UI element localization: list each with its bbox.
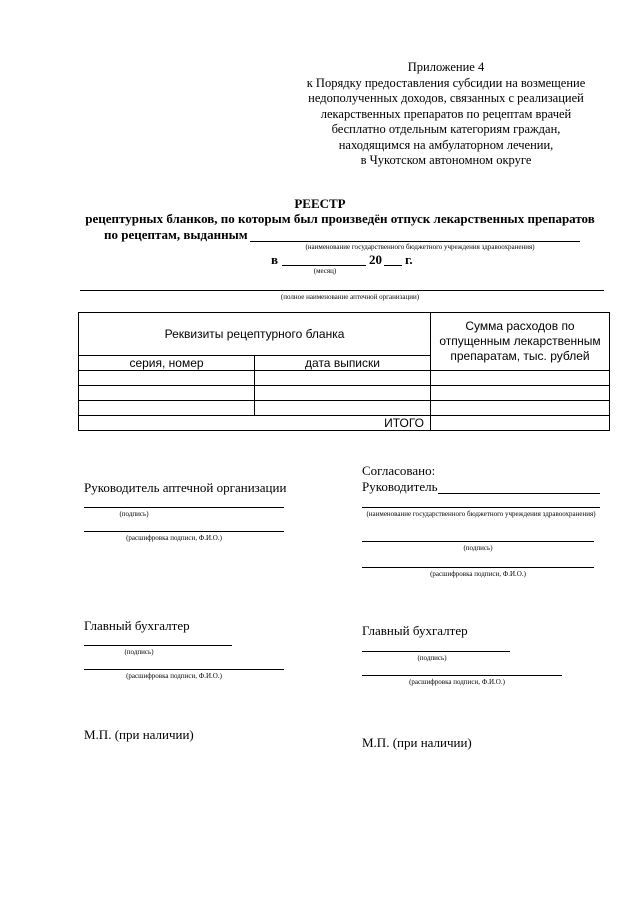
- left-transcript-line[interactable]: [84, 531, 284, 532]
- right-institution-caption: (наименование государственного бюджетного учреждения здравоохранения): [366, 510, 596, 518]
- table-cell[interactable]: [431, 401, 610, 416]
- appendix-line: находящимся на амбулаторном лечении,: [338, 137, 554, 152]
- right-accountant-label: Главный бухгалтер: [362, 623, 468, 638]
- institution-caption: (наименование государственного бюджетного учреждения здравоохранения): [305, 243, 535, 251]
- table-cell[interactable]: [431, 386, 610, 401]
- pharmacy-caption: (полное наименование аптечной организации): [280, 293, 420, 301]
- table-row: [79, 371, 610, 386]
- table-cell[interactable]: [79, 401, 255, 416]
- appendix-line: к Порядку предоставления субсидии на возмещение: [306, 75, 586, 90]
- total-row: [79, 416, 610, 431]
- pharmacy-field[interactable]: [80, 290, 604, 291]
- left-accountant-label: Главный бухгалтер: [84, 618, 190, 633]
- left-signature-caption: (подпись): [119, 510, 149, 518]
- right-head-label: Руководитель: [362, 479, 438, 494]
- document-title: РЕЕСТР: [294, 196, 346, 211]
- left-accountant-signature-line[interactable]: [84, 645, 232, 646]
- left-head-label: Руководитель аптечной организации: [84, 480, 287, 495]
- left-signature-line[interactable]: [84, 507, 284, 508]
- right-institution-line[interactable]: [362, 507, 600, 508]
- table-cell[interactable]: [255, 386, 431, 401]
- right-agreed-label: Согласовано:: [362, 463, 436, 478]
- table-cell[interactable]: [255, 401, 431, 416]
- appendix-line: в Чукотском автономном округе: [360, 153, 532, 167]
- registry-table: [78, 312, 610, 431]
- table-cell[interactable]: [79, 386, 255, 401]
- table-row: [79, 386, 610, 401]
- left-transcript-caption: (расшифровка подписи, Ф.И.О.): [126, 534, 222, 542]
- right-signature-caption: (подпись): [463, 544, 493, 552]
- left-accountant-signature-caption: (подпись): [124, 648, 154, 656]
- year-suffix: г.: [405, 252, 413, 267]
- column-series: серия, номер: [79, 356, 255, 371]
- month-caption: (месяц): [313, 267, 337, 275]
- header-sum: Сумма расходов по отпущенным лекарственным препаратам, тыс. рублей: [431, 313, 610, 371]
- month-field[interactable]: [282, 265, 366, 266]
- total-value-cell[interactable]: [431, 416, 610, 431]
- table-cell[interactable]: [431, 371, 610, 386]
- institution-field[interactable]: [250, 241, 580, 242]
- right-signature-line[interactable]: [362, 541, 594, 542]
- right-transcript-line[interactable]: [362, 567, 594, 568]
- year-field[interactable]: [384, 265, 402, 266]
- column-date: дата выписки: [255, 356, 431, 371]
- appendix-line: лекарственных препаратов по рецептам врачей: [320, 106, 572, 121]
- right-stamp-label: М.П. (при наличии): [362, 735, 472, 750]
- appendix-line: недополученных доходов, связанных с реализацией: [308, 91, 584, 105]
- right-accountant-transcript-line[interactable]: [362, 675, 562, 676]
- right-transcript-caption: (расшифровка подписи, Ф.И.О.): [430, 570, 526, 578]
- table-row: [79, 401, 610, 416]
- appendix-line: бесплатно отдельным категориям граждан,: [331, 122, 561, 136]
- table-cell[interactable]: [255, 371, 431, 386]
- table-cell[interactable]: [79, 371, 255, 386]
- document-subtitle: рецептурных бланков, по которым был произведён отпуск лекарственных препаратов: [85, 211, 595, 226]
- total-label: ИТОГО: [79, 416, 431, 431]
- left-accountant-transcript-line[interactable]: [84, 669, 284, 670]
- header-requisites: Реквизиты рецептурного бланка: [79, 313, 431, 356]
- left-stamp-label: М.П. (при наличии): [84, 727, 194, 742]
- appendix-line: Приложение 4: [407, 60, 485, 74]
- appendix-block: [296, 60, 596, 169]
- month-in-label: в: [271, 252, 279, 267]
- right-accountant-transcript-caption: (расшифровка подписи, Ф.И.О.): [409, 678, 505, 686]
- issued-by-label: по рецептам, выданным: [104, 227, 248, 242]
- left-accountant-transcript-caption: (расшифровка подписи, Ф.И.О.): [126, 672, 222, 680]
- right-accountant-signature-line[interactable]: [362, 651, 510, 652]
- year-prefix: 20: [369, 252, 382, 267]
- right-accountant-signature-caption: (подпись): [417, 654, 447, 662]
- right-head-line[interactable]: [438, 493, 600, 494]
